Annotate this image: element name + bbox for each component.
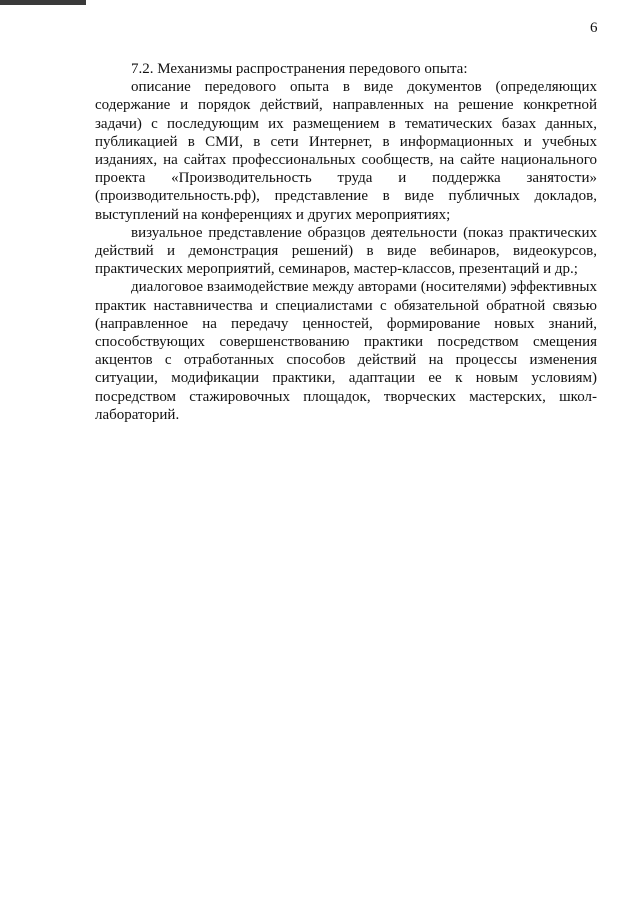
document-body [95,60,597,424]
paragraph-visual-presentation: визуальное представление образцов деятельности (показ практических действий и демонстрация решений) в виде вебинаров, видеокурсов, практических мероприятий, семинаров, мастер-классов, презентаций и др.; [95,224,597,278]
page-number: 6 [590,20,598,36]
paragraph-dialogue-interaction: диалоговое взаимодействие между авторами (носителями) эффективных практик наставничества и специалистами с обязательной обратной связью (направленное на передачу ценностей, формирование новых знаний, способствующих совершенствованию практики посредством смещения акцентов с отработанных способов действий на процессы изменения ситуации, модификации практики, адаптации ее к новым условиям) посредством стажировочных площадок, творческих мастерских, школ-лабораторий. [95,279,597,423]
paragraph-documentation: описание передового опыта в виде документов (определяющих содержание и порядок действий, направленных на решение конкретной задачи) с последующим их размещением в тематических базах данных, публикацией в СМИ, в сети Интернет, в информационных и учебных изданиях, на сайтах профессиональных сообществ, на сайте национального проекта «Производительность труда и поддержка занятости» (производительность.рф), представление в виде публичных докладов, выступлений на конференциях и других мероприятиях; [95,79,597,223]
scan-edge-mark [0,0,86,5]
section-heading: 7.2. Механизмы распространения передового опыта: [131,61,468,77]
